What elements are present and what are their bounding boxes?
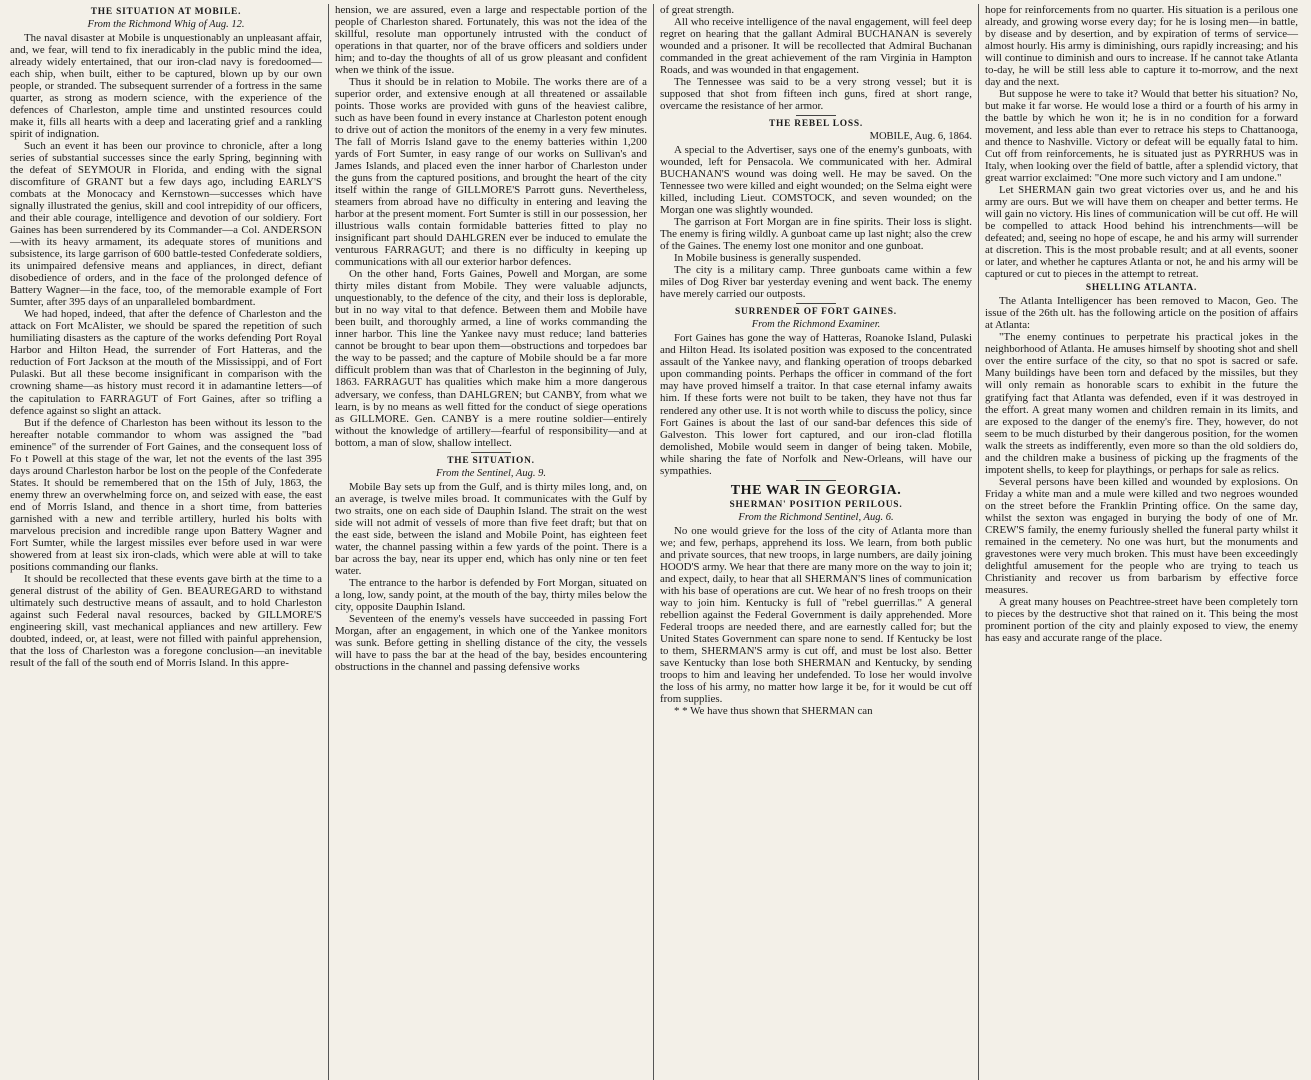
paragraph: Several persons have been killed and wounded by explosions. On Friday a white man and a mule were killed and two negroes wounded on the street before the Franklin Printing office. On the same day, whilst the sexton was engaged in burying the body of one of Mr. CREW'S family, the enemy furiously shelled the funeral party whilst it remained in the cemetery. No one was hurt, but the monuments and gravestones were very much broken. This must have been exceedingly delightful amusement for the people who are trying to teach us Christianity and recover us from barbarism by effective force measures. <box>985 475 1298 596</box>
paragraph: The naval disaster at Mobile is unquestionably an unpleasant affair, and, we fear, will tend to fix ineradicably in the public mind the idea, already widely entertained, that our iron-clad navy is foredoomed—each ship, when built, either to be captured, blown up by our own people, or stranded. The subsequent surrender of a fortress in the same quarter, as strong as modern science, with the experience of the defences of Charleston, ample time and unstinted resources could make it, fills all hearts with a deep and lacerating grief and a rankling spirit of indignation. <box>10 32 322 141</box>
paragraph: No one would grieve for the loss of the city of Atlanta more than we; and few, perhaps, apprehend its loss. We learn, from both public and private sources, that new troops, in large numbers, are daily joining HOOD'S army. We hear that there are many more on the way to join it; and expect, daily, to hear that all SHERMAN'S lines of communication with his base of operations are cut. We hear of no fresh troops on their way to join him. Kentucky is full of "rebel guerrillas." A general rebellion against the Federal Government is daily apprehended. More Federal troops are needed there, and are earnestly called for; but the United States Government can spare none to send. If Kentucky be lost to them, SHERMAN'S army is cut off, and must be lost also. Better save Kentucky than lose both SHERMAN and Kentucky, by sending troops to him and leaving her undefended. To lose her would involve the loss of his army, no matter how large it be, for it would be cut off from supplies. <box>660 524 972 705</box>
source-line: From the Sentinel, Aug. 9. <box>436 467 546 479</box>
paragraph: The Atlanta Intelligencer has been removed to Macon, Geo. The issue of the 26th ult. has the following article on the position of affairs at Atlanta: <box>985 295 1298 332</box>
divider <box>796 115 836 116</box>
paragraph: The Tennessee was said to be a very strong vessel; but it is supposed that shot from fifteen inch guns, fired at short range, overcame the resistance of her armor. <box>660 76 972 113</box>
paragraph: "The enemy continues to perpetrate his practical jokes in the neighborhood of Atlanta. He amuses himself by shooting shot and shell over the entire surface of the city, so that no spot is sacred or safe. Many buildings have been torn and defaced by the missiles, but they will only remain as honorable scars to exhibit in the future the gratifying fact that Atlanta was defended, even if it was destroyed in the effort. A great many women and children remain in its limits, and are exposed to the danger of the enemy's fire. They, however, do not seem to be much disturbed by their dangerous position, for the women walk the streets as indifferently, even more so than the old soldiers do, and the children make a business of picking up the fragments of the impotent shells, to keep for playthings, or perhaps for sale as relics. <box>985 331 1298 476</box>
dateline: MOBILE, Aug. 6, 1864. <box>869 131 972 143</box>
paragraph: On the other hand, Forts Gaines, Powell and Morgan, are some thirty miles distant from Mobile. They were valuable adjuncts, unquestionably, to the defence of the city, and their loss is deplorable, but in no way vital to that defence. Between them and Mobile have been built, and thoroughly armed, a line of works commanding the inner harbor. This line the Yankee navy must reduce; land batteries cannot be brought to bear upon them—obstructions and torpedoes bar the way to be passed; and the capture of Mobile should be a far more difficult problem than was that of Charleston in the beginning of July, 1863. FARRAGUT has qualities which make him a more dangerous adversary, we confess, than DAHLGREN; but CANBY, from what we learn, is by no means as well fitted for the conduct of siege operations as GILLMORE. Gen. CANBY is a mere routine soldier—entirely without the knowledge of artillery—fearful of responsibility—and at bottom, a man of slow, shallow intellect. <box>335 268 647 449</box>
paragraph: In Mobile business is generally suspended. <box>674 252 861 265</box>
paragraph: Fort Gaines has gone the way of Hatteras, Roanoke Island, Pulaski and Hilton Head. Its isolated position was exposed to the concentrated assault of the Yankee navy, and flanking operation of troops debarked upon commanding points. Perhaps the officer in command of the fort may have proved himself a traitor. In that case eternal infamy awaits him. If these forts were not built to be taken, they have not thus far rendered any other use. It is not worth while to discuss the policy, since Fort Gaines is about the last of our sand-bar defences this side of Galveston. This lower fort captured, and our iron-clad flotilla demolished, Mobile would seem in danger of being taken. Mobile, while sharing the fate of Norfolk and New-Orleans, will have our sympathies. <box>660 332 972 477</box>
headline-surrender-fort-gaines: SURRENDER OF FORT GAINES. <box>735 307 897 318</box>
paragraph: We had hoped, indeed, that after the defence of Charleston and the attack on Fort McAlister, we should be spared the repetition of such humiliating disasters as the capture of the works defending Port Royal Harbor and Hilton Head, the surrender of Fort Hatteras, and the reduction of Fort Jackson at the mouth of the Mississippi, and of Fort Pulaski. But all these become insignificant in comparison with the crowning shame—as history must record it in adamantine letters—of the capitulation to FARRAGUT of Fort Gaines, after so trifling a defence against so slight an attack. <box>10 308 322 417</box>
divider <box>796 480 836 481</box>
source-line: From the Richmond Examiner. <box>751 319 881 331</box>
headline-war-in-georgia: THE WAR IN GEORGIA. <box>730 482 902 498</box>
paragraph: The city is a military camp. Three gunboats came within a few miles of Dog River bar yesterday evening and went back. The enemy have merely carried our outposts. <box>660 264 972 301</box>
subheadline-sherman-position: SHERMAN' POSITION PERILOUS. <box>729 499 903 510</box>
headline-situation-at-mobile: THE SITUATION AT MOBILE. <box>90 7 242 17</box>
source-line: From the Richmond Sentinel, Aug. 6. <box>738 511 894 523</box>
paragraph: A special to the Advertiser, says one of the enemy's gunboats, with wounded, left for Pensacola. We communicated with her. Admiral BUCHANAN'S wound was doing well. He may be saved. On the Tennessee two were killed and eight wounded; on the Selma eight were killed, including Lieut. COMSTOCK, and seven wounded; on the Morgan one was slightly wounded. <box>660 144 972 217</box>
headline-rebel-loss: THE REBEL LOSS. <box>768 119 864 130</box>
column-2 <box>329 4 654 1080</box>
column-1 <box>4 4 329 1080</box>
paragraph: The entrance to the harbor is defended by Fort Morgan, situated on a long, low, sandy point, at the mouth of the bay, thirty miles below the city, opposite Dauphin Island. <box>335 576 647 613</box>
paragraph: Mobile Bay sets up from the Gulf, and is thirty miles long, and, on an average, is twelve miles broad. It communicates with the Gulf by two straits, one on each side of Dauphin Island. The strait on the west side will not admit of vessels of more than five feet draft; but that on the east side, between the island and Mobile Point, has eighteen feet water, the channel passing within a few yards of the point. There is a bar across the bay, near its upper end, which has only nine or ten feet water. <box>335 480 647 577</box>
divider <box>471 452 511 453</box>
headline-shelling-atlanta: SHELLING ATLANTA. <box>1085 283 1198 294</box>
source-line: From the Richmond Whig of Aug. 12. <box>87 19 245 31</box>
paragraph: But if the defence of Charleston has been without its lesson to the hereafter notable commandor to whom was assigned the "bad eminence" of the surrender of Fort Gaines, and the consequent loss of Fo t Powell at this stage of the war, let not the events of the last 395 days around Charleston harbor be lost on the people of the Confederate States. It should be remembered that on the 15th of July, 1863, the enemy threw an overwhelming force on, and seized with ease, the east end of Morris Island, and thence in a short time, from batteries garnished with a new and terrible artillery, hurled his bolts with marvelous precision and incredible range upon Battery Wagner and Fort Sumter, while the largest missiles ever before used in war were showered from at least six iron-clads, which were able at will to take positions commanding our flanks. <box>10 416 322 573</box>
paragraph: of great strength. <box>660 4 735 16</box>
headline-the-situation: THE SITUATION. <box>447 455 535 466</box>
column-3 <box>654 4 979 1080</box>
paragraph: But suppose he were to take it? Would that better his situation? No, but make it far worse. He would lose a third or a fourth of his army in the battle by which he won it; he is in no condition for a forward movement, and less able than ever to retrace his steps to Chattanooga, and thence to Nashville. Victory or defeat will be equally fatal to him. Cut off from reinforcements, he is situated just as PYRRHUS was in Italy, when looking over the field of battle, after a splendid victory, that great warrior exclaimed: "One more such victory and I am undone." <box>985 88 1298 185</box>
paragraph: It should be recollected that these events gave birth at the time to a general distrust of the ability of Gen. BEAUREGARD to withstand ultimately such destructive means of assault, and to hold Charleston against such Federal naval resources, backed by GILLMORE'S engineering skill, vast mechanical appliances and new artillery. Few doubted, indeed, or, at least, were not filled with painful apprehension, that the loss of Charleston was a foregone conclusion—an inevitable result of the fall of the south end of Morris Island. In this appre- <box>10 572 322 669</box>
paragraph: Thus it should be in relation to Mobile. The works there are of a superior order, and extensive enough at all threatened or assailable points. Those works are provided with guns of the heaviest calibre, such as have been found in every instance at Charleston potent enough to drive out of action the monitors of the enemy in a very few minutes. The fall of Morris Island gave to the enemy batteries within 1,200 yards of Fort Sumter, in easy range of our works on Sullivan's and James Islands, and placed even the inner harbor of Charleston under the guns from the captured positions, and brought the heart of the city itself within the range of GILLMORE'S Parrott guns. Nevertheless, steamers from abroad have no difficulty in entering and leaving the harbor at the present moment. Fort Sumter is still in our possession, her illustrious walls contain formidable batteries fitted to play no insignificant part should DAHLGREN ever be induced to emulate the venturous FARRAGUT; and there is no difficulty in keeping up communications with all our exterior harbor defences. <box>335 76 647 269</box>
paragraph: Let SHERMAN gain two great victories over us, and he and his army are ours. But we will have them on cheaper and better terms. He will gain no victory. His lines of communication will be cut off. He will be compelled to attack Hood behind his intrenchments—will be defeated; and, seeing no hope of escape, he and his army will surrender at discretion. This is the most probable result; and at all events, sooner or later, and whether he captures Atlanta or not, he and his army will be captured or cut to pieces in the attempt to retreat. <box>985 184 1298 281</box>
paragraph: All who receive intelligence of the naval engagement, will feel deep regret on hearing that the gallant Admiral BUCHANAN is severely wounded and a prisoner. It will be recollected that Admiral Buchanan commanded in the great achievement of the ram Virginia in Hampton Roads, and was wounded in that engagement. <box>660 16 972 77</box>
paragraph: * * We have thus shown that SHERMAN can <box>674 704 873 717</box>
paragraph: Seventeen of the enemy's vessels have succeeded in passing Fort Morgan, after an engagement, in which one of the Yankee monitors was sunk. Before getting in shelling distance of the city, the vessels will have to pass the bar at the head of the bay, besides encountering obstructions in the channel and passing defensive works <box>335 612 647 673</box>
paragraph: A great many houses on Peachtree-street have been completely torn to pieces by the destructive shot that rained on it. This being the most prominent portion of the city and plainly exposed to view, the enemy has easy and accurate range of the place. <box>985 595 1298 644</box>
paragraph: The garrison at Fort Morgan are in fine spirits. Their loss is slight. The enemy is firing wildly. A gunboat came up last night; also the crew of the Gaines. The enemy lost one monitor and one gunboat. <box>660 216 972 253</box>
paragraph: Such an event it has been our province to chronicle, after a long series of substantial successes since the early Spring, beginning with the defeat of SEYMOUR in Florida, and ending with the signal discomfiture of GRANT but a few days ago, including EARLY'S combats at the Monocacy and Kernstown—successes which have signally illustrated the genius, skill and cool intrepidity of our officers, and their able courage, intelligence and devotion of our soldiery. Fort Gaines has been surrendered by its Commander—a Col. ANDERSON—with its heavy armament, its adequate stores of munitions and subsistence, its large garrison of 600 battle-tested Confederate soldiers, its unimpaired defensive means and appliances, in direct, defiant disobedience of orders, and in the face of the prolonged defence of Battery Wagner—in the face, too, of the memorable example of Fort Sumter, after 395 days of an unparalleled bombardment. <box>10 140 322 309</box>
column-4 <box>979 4 1304 1080</box>
paragraph: hension, we are assured, even a large and respectable portion of the people of Charleston shared. Fortunately, this was not the idea of the skillful, resolute man opportunely intrusted with the conduct of operations in that quarter, nor of the brave officers and soldiers under him; and to-day the thoughts of all of us grow pleasant and confident when we think of the issue. <box>335 4 647 77</box>
divider <box>796 303 836 304</box>
paragraph: hope for reinforcements from no quarter. His situation is a perilous one already, and growing worse every day; for he is losing men—in battle, by disease and by desertion, and by expiration of terms of service—almost hourly. His army is diminishing, ours rapidly increasing; and his will continue to diminish and ours to increase. If he cannot take Atlanta to-day, he will be still less able to capture it to-morrow, and the next day and the next. <box>985 4 1298 89</box>
